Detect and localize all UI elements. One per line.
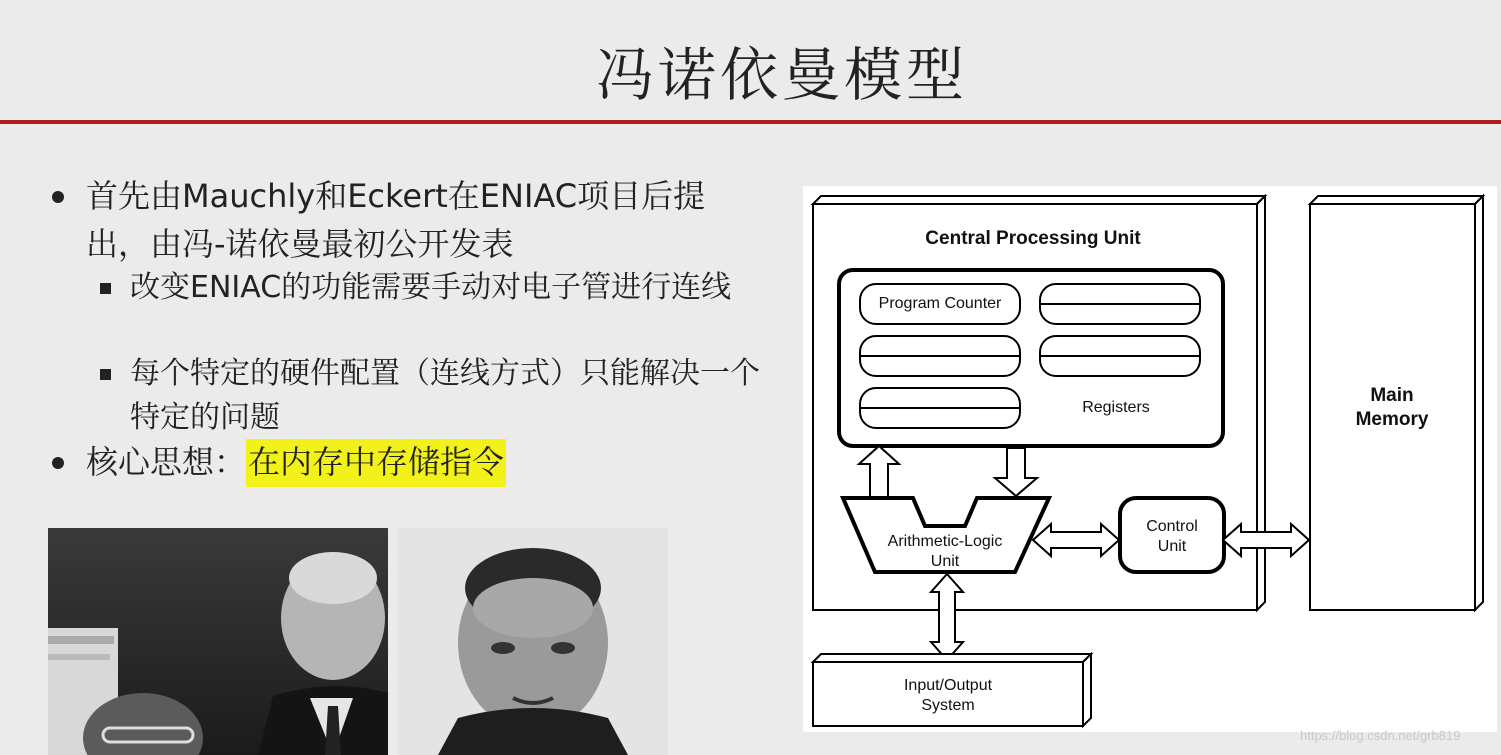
io-label-line1: Input/Output — [903, 677, 993, 694]
watermark-url: https://blog.csdn.net/grb819 — [1300, 728, 1461, 743]
bullet-core-idea-text — [86, 438, 766, 486]
registers-label: Registers — [1082, 399, 1150, 416]
bullet-dot-icon — [52, 457, 64, 469]
photo-mauchly-eckert — [48, 528, 388, 755]
register-slot — [860, 336, 1020, 376]
io-label-line2: System — [921, 697, 975, 714]
alu-label-line2: Unit — [930, 553, 960, 570]
core-idea-highlight: 在内存中存储指令 — [248, 443, 505, 481]
main-memory-label-line2: Memory — [1355, 409, 1429, 430]
von-neumann-diagram — [803, 186, 1497, 732]
core-idea-label: 核心思想： — [86, 443, 247, 481]
control-unit-box — [1120, 498, 1224, 572]
title-divider — [0, 120, 1501, 124]
program-counter-label: Program Counter — [878, 295, 1002, 312]
slide-title: 冯诺依曼模型 — [595, 41, 968, 109]
sub-bullet-manual-wiring-text: 改变ENIAC的功能需要手动对电子管进行连线 — [130, 270, 732, 305]
cpu-title: Central Processing Unit — [925, 228, 1141, 249]
alu-label-line1: Arithmetic-Logic — [887, 533, 1003, 550]
bullet-square-icon — [100, 283, 111, 294]
register-slot — [860, 388, 1020, 428]
register-slot — [1040, 284, 1200, 324]
sub-bullet-fixed-config-text: 每个特定的硬件配置（连线方式）只能解决一个特定的问题 — [130, 356, 760, 435]
register-slot — [1040, 336, 1200, 376]
bullet-square-icon — [100, 369, 111, 380]
photo-von-neumann — [398, 528, 668, 755]
control-unit-label-line1: Control — [1146, 518, 1198, 535]
bullet-dot-icon — [52, 191, 64, 203]
main-memory-label-line1: Main — [1370, 385, 1414, 406]
bullet-origin-text: 首先由Mauchly和Eckert在ENIAC项目后提出，由冯-诺依曼最初公开发表 — [86, 177, 706, 263]
vertical-double-arrow-icon — [931, 574, 963, 660]
control-unit-label-line2: Unit — [1157, 538, 1187, 555]
